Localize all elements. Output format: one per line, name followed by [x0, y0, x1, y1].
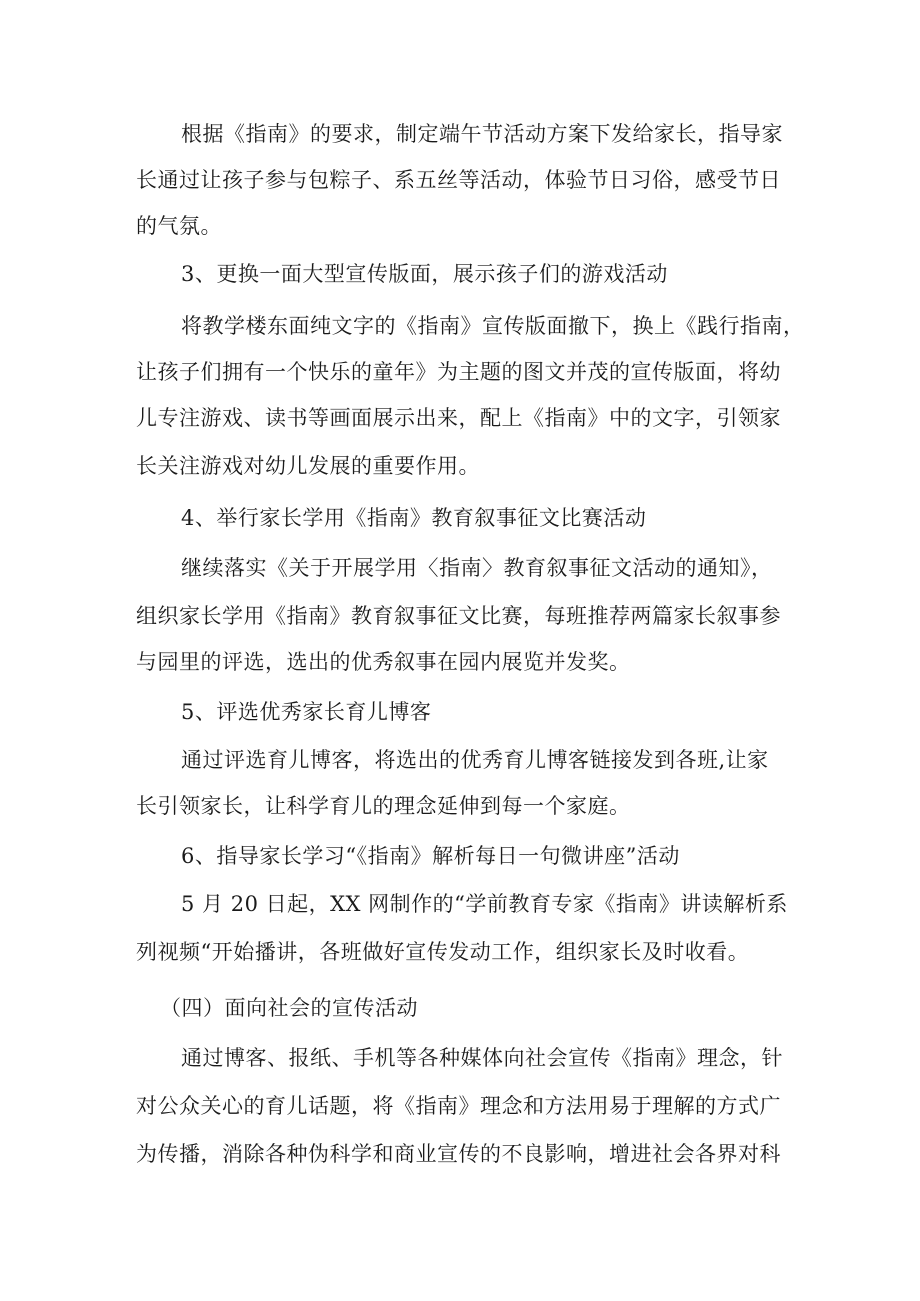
section-heading: 6、指导家长学习“《指南》解析每日一句微讲座”活动 [181, 844, 680, 868]
paragraph-line: 的气氛。 [136, 214, 222, 238]
paragraph-line: 5 月 20 日起，XX 网制作的“学前教育专家《指南》讲读解析系 [181, 892, 788, 916]
paragraph-line: 组织家长学用《指南》教育叙事征文比赛，每班推荐两篇家长叙事参 [136, 604, 781, 628]
paragraph-line: 长通过让孩子参与包粽子、系五丝等活动，体验节日习俗，感受节日 [136, 168, 781, 192]
section-heading: 4、举行家长学用《指南》教育叙事征文比赛活动 [181, 506, 647, 530]
paragraph-line: 儿专注游戏、读书等画面展示出来，配上《指南》中的文字，引领家 [136, 406, 781, 430]
paragraph-line: 列视频“开始播讲，各班做好宣传发动工作，组织家长及时收看。 [136, 940, 750, 964]
section-heading: 5、评选优秀家长育儿博客 [181, 700, 432, 724]
paragraph-line: 与园里的评选，选出的优秀叙事在园内展览并发奖。 [136, 650, 631, 674]
paragraph-line: 将教学楼东面纯文字的《指南》宣传版面撤下，换上《践行指南， [181, 314, 805, 338]
paragraph-line: 长引领家长，让科学育儿的理念延伸到每一个家庭。 [136, 794, 631, 818]
paragraph-line: 继续落实《关于开展学用〈指南〉教育叙事征文活动的通知》， [181, 556, 773, 580]
paragraph-line: 长关注游戏对幼儿发展的重要作用。 [136, 454, 480, 478]
paragraph-line: 为传播，消除各种伪科学和商业宣传的不良影响，增进社会各界对科 [136, 1142, 781, 1166]
section-heading: 3、更换一面大型宣传版面，展示孩子们的游戏活动 [181, 262, 668, 286]
paragraph-line: 通过博客、报纸、手机等各种媒体向社会宣传《指南》理念，针 [181, 1046, 783, 1070]
paragraph-line: 根据《指南》的要求，制定端午节活动方案下发给家长，指导家 [181, 122, 783, 146]
paragraph-line: 让孩子们拥有一个快乐的童年》为主题的图文并茂的宣传版面，将幼 [136, 360, 781, 384]
paragraph-line: 通过评选育儿博客，将选出的优秀育儿博客链接发到各班,让家 [181, 748, 769, 772]
paragraph-line: 对公众关心的育儿话题，将《指南》理念和方法用易于理解的方式广 [136, 1094, 781, 1118]
section-heading: （四）面向社会的宣传活动 [160, 996, 418, 1020]
